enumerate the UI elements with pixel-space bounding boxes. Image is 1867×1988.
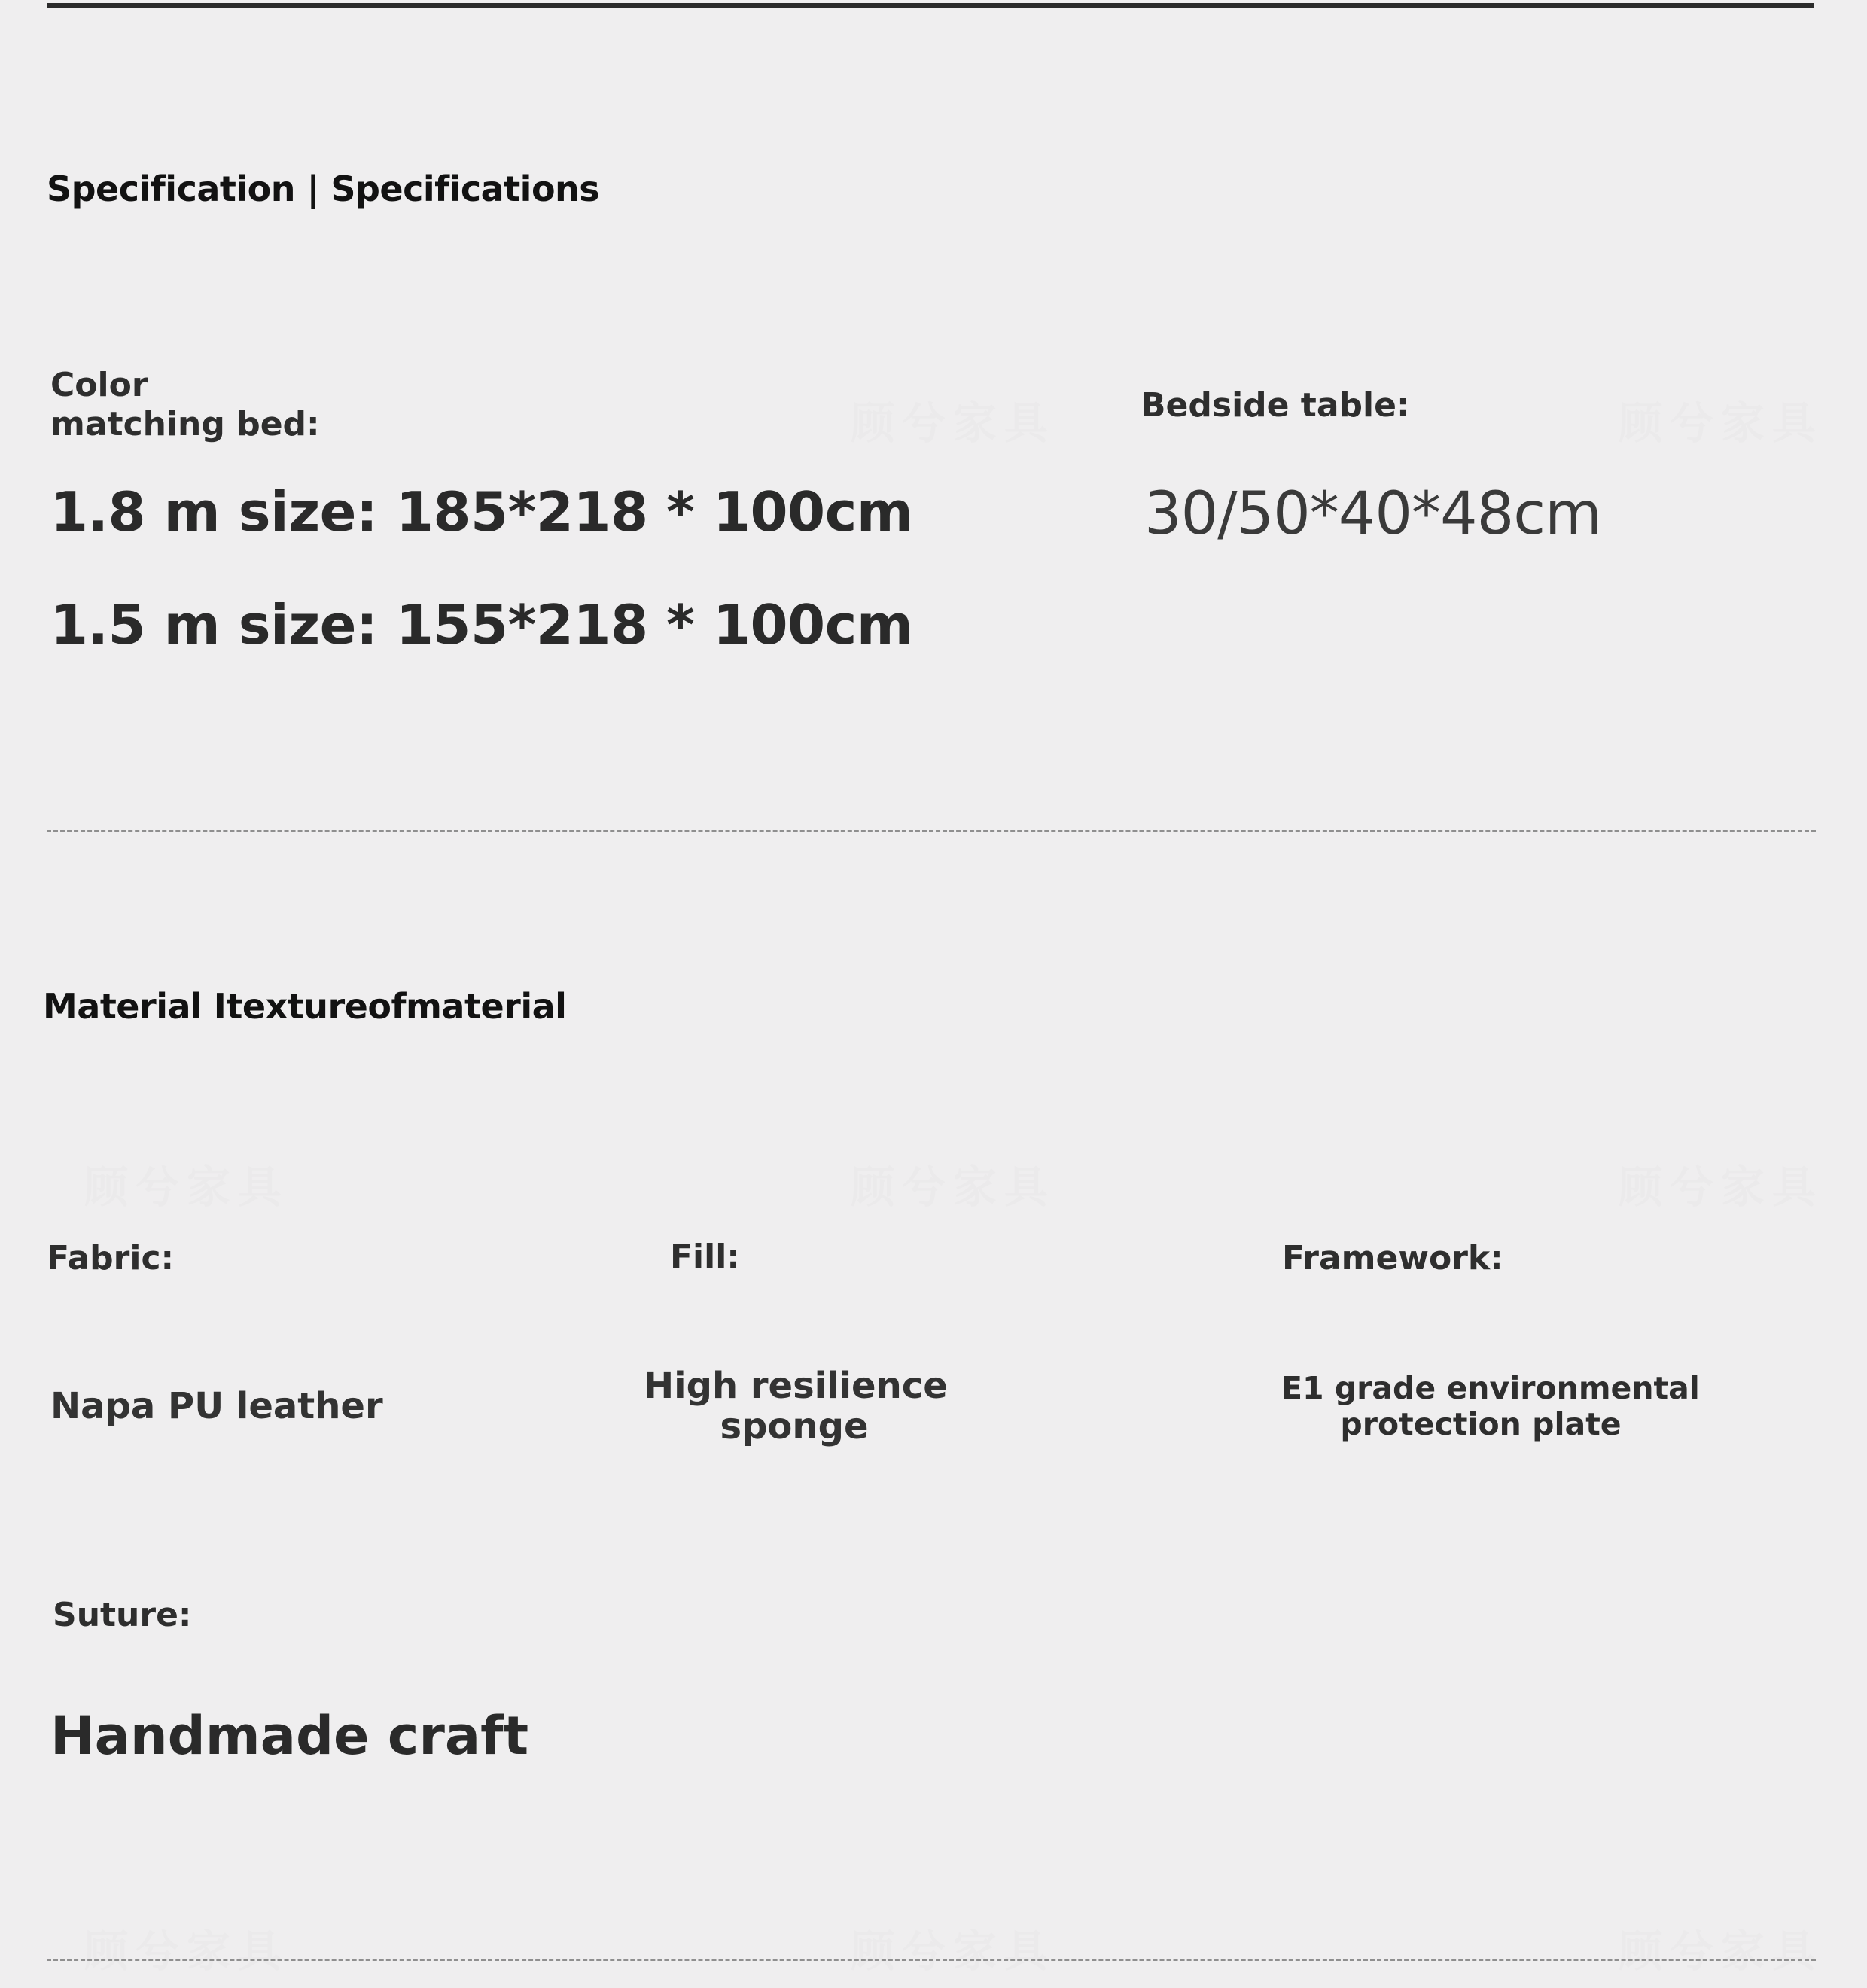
bedside-table-size: 30/50*40*48cm (1144, 480, 1602, 548)
framework-value-line2: protection plate (1340, 1406, 1622, 1442)
framework-value (1281, 1370, 1700, 1442)
bed-label-line2: matching bed: (50, 405, 320, 443)
specification-title: Specification | Specifications (47, 169, 600, 209)
bed-label-line1: Color (50, 366, 148, 404)
watermark: 顾兮家具 (851, 1161, 1056, 1213)
watermark: 顾兮家具 (1619, 397, 1824, 449)
fill-value-line2: sponge (720, 1405, 869, 1448)
suture-label: Suture: (53, 1596, 192, 1634)
top-divider (47, 3, 1814, 8)
watermark: 顾兮家具 (84, 1926, 290, 1977)
fabric-label: Fabric: (47, 1239, 175, 1277)
fabric-value: Napa PU leather (50, 1385, 383, 1427)
section-divider (47, 830, 1816, 832)
watermark: 顾兮家具 (84, 1161, 290, 1213)
watermark: 顾兮家具 (1619, 1161, 1824, 1213)
bottom-divider (47, 1959, 1816, 1961)
bed-size-1-8m: 1.8 m size: 185*218 * 100cm (50, 480, 913, 543)
fill-value (644, 1365, 948, 1448)
bedside-table-label: Bedside table: (1141, 386, 1410, 425)
suture-value: Handmade craft (50, 1705, 529, 1767)
watermark: 顾兮家具 (851, 1926, 1056, 1977)
material-title: Material Itextureofmaterial (43, 986, 567, 1027)
watermark: 顾兮家具 (851, 397, 1056, 449)
watermark: 顾兮家具 (1619, 1926, 1824, 1977)
framework-value-line1: E1 grade environmental (1281, 1370, 1700, 1406)
fill-label: Fill: (670, 1238, 740, 1276)
framework-label: Framework: (1282, 1239, 1503, 1277)
bed-label (50, 366, 320, 444)
bed-size-1-5m: 1.5 m size: 155*218 * 100cm (50, 593, 913, 656)
fill-value-line1: High resilience (644, 1365, 948, 1407)
